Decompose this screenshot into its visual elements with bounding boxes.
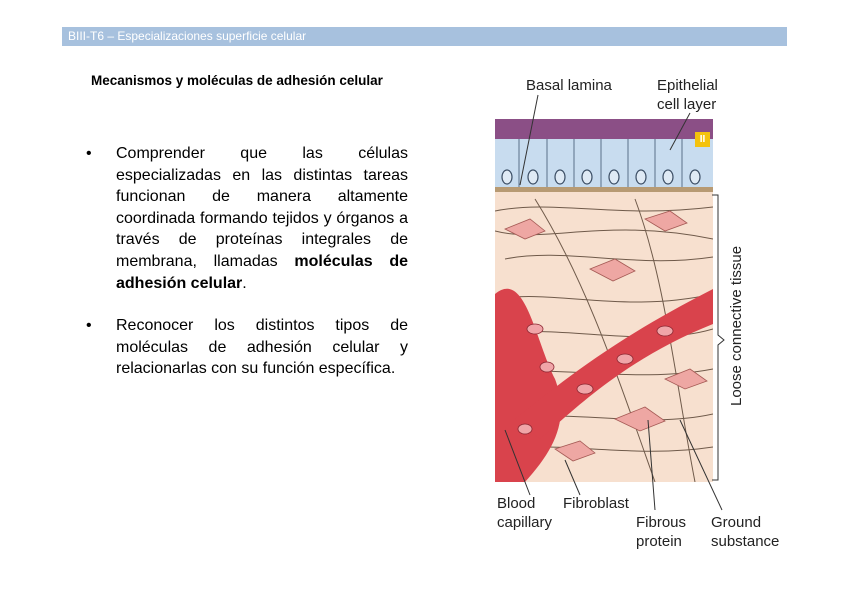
header-text: BIII-T6 – Especializaciones superficie celular xyxy=(68,29,307,43)
bullet-text-end: . xyxy=(242,274,247,292)
label-fibroblast: Fibroblast xyxy=(563,495,629,512)
label-basal-lamina: Basal lamina xyxy=(526,77,612,94)
bullet-marker: • xyxy=(86,145,92,162)
bullet-text: Comprender que las células especializadas en las distintas tareas funcionan de manera altamente coordinada formando tejidos y órganos a través de proteínas integrales de membrana, llamadas xyxy=(116,145,408,270)
bullet-marker: • xyxy=(86,317,92,335)
label-loose-connective-tissue: Loose connective tissue xyxy=(728,245,745,406)
bullet-bold-text: moléculas de adhesión celular xyxy=(116,252,409,292)
label-blood-line2: capillary xyxy=(497,514,553,531)
tissue-bracket xyxy=(712,195,724,480)
label-ground-line2: substance xyxy=(711,533,780,550)
label-epithelial-line2: cell layer xyxy=(657,96,717,113)
slide-title: Mecanismos y moléculas de adhesión celular xyxy=(91,73,383,88)
label-blood-line1: Blood xyxy=(497,495,536,512)
figure-badge: II xyxy=(695,132,710,147)
label-fibrous-line2: protein xyxy=(636,533,682,550)
label-ground-line1: Ground xyxy=(711,514,762,531)
label-epithelial-line1: Epithelial xyxy=(657,77,718,94)
label-fibrous-line1: Fibrous xyxy=(636,514,687,531)
bullet-text: Reconocer los distintos tipos de moléculas de adhesión celular y relacionarlas con su función específica. xyxy=(116,317,408,378)
